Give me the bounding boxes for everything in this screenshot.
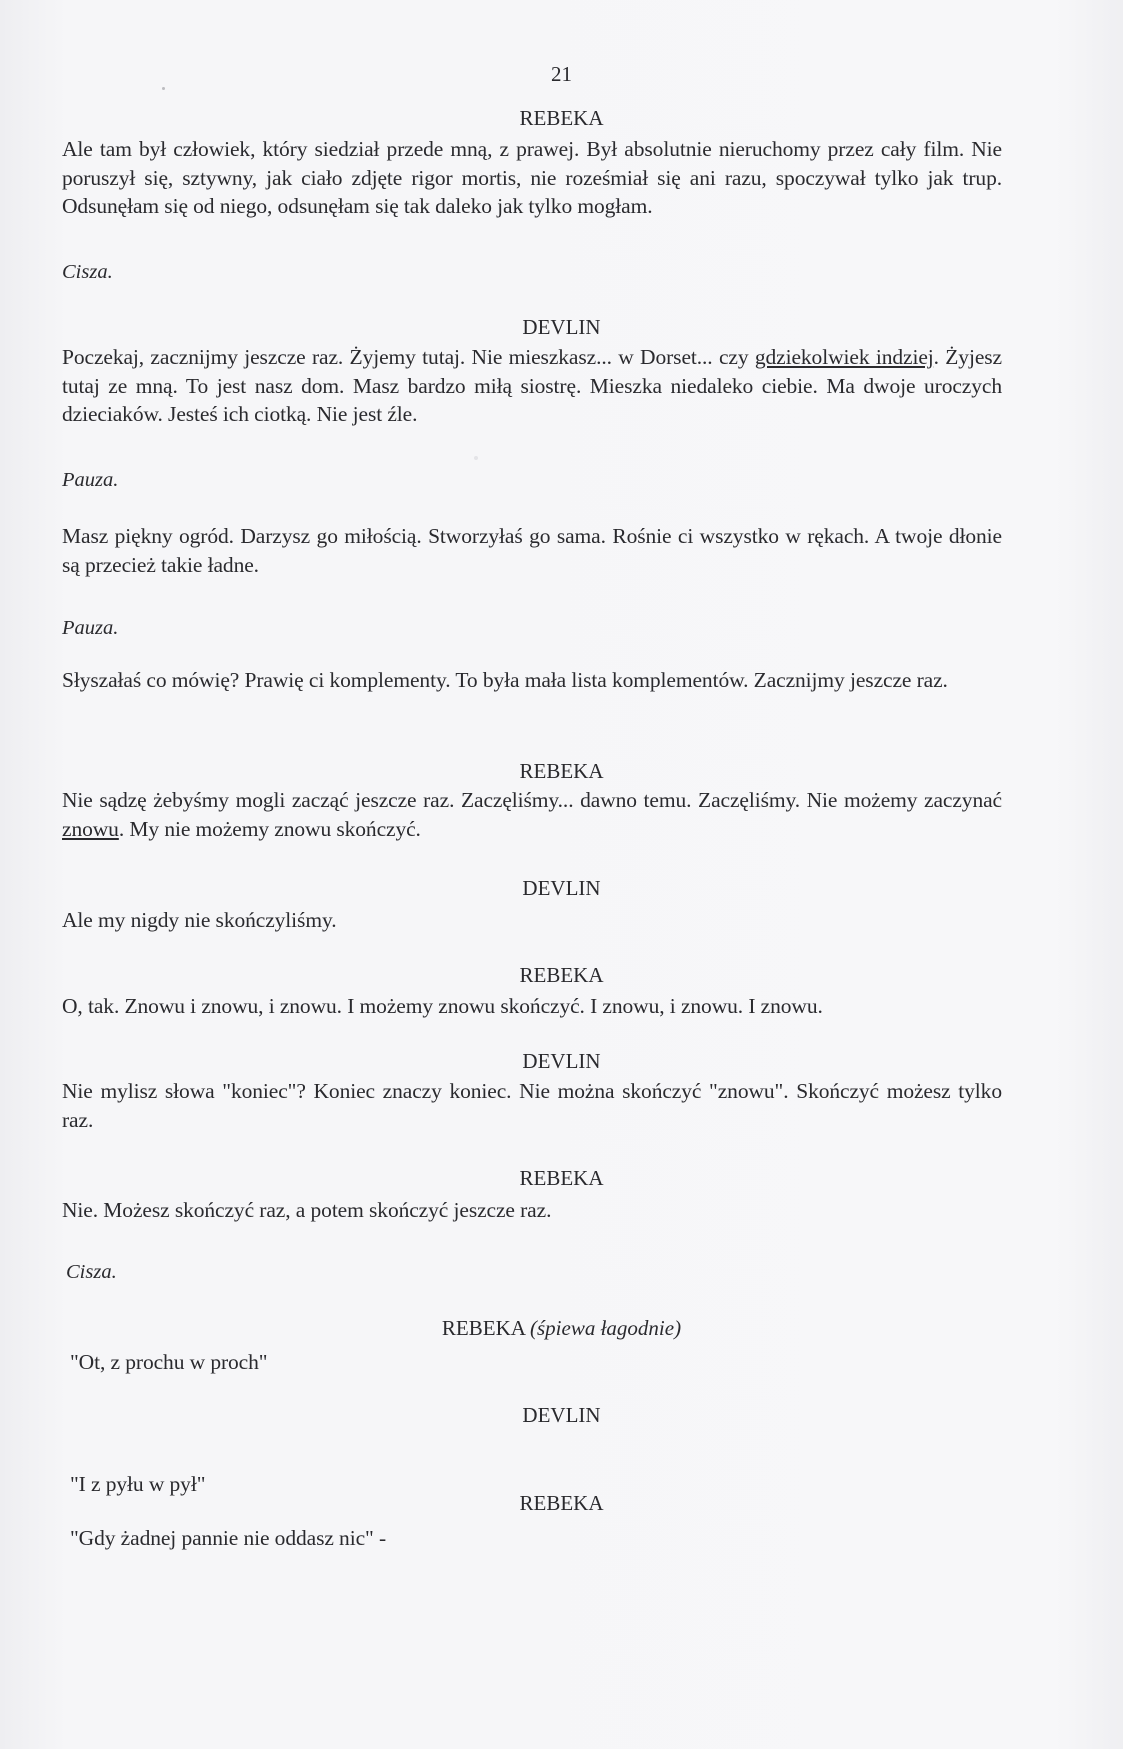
stage-direction: Pauza. [62, 469, 119, 491]
speaker-rebeka-singing [0, 1316, 1123, 1341]
dialogue-paragraph: Ale tam był człowiek, który siedział przede mną, z prawej. Był absolutnie nieruchomy przez cały film. Nie poruszył się, sztywny, jak ciało zdjęte rigor mortis, nie roześmiał się ani razu, spoczywał tylko jak trup. Odsunęłam się od niego, odsunęłam się tak daleko jak tylko mogłam. [62, 137, 1002, 218]
page-number: 21 [551, 62, 572, 86]
dialogue-paragraph: Ale my nigdy nie skończyliśmy. [62, 908, 337, 932]
dialogue-text: Poczekaj, zacznijmy jeszcze raz. Żyjemy tutaj. Nie mieszkasz... w Dorset... czy [62, 345, 755, 369]
dialogue-text: Nie sądzę żebyśmy mogli zacząć jeszcze raz. Zaczęliśmy... dawno temu. Zaczęliśmy. Nie możemy zaczynać [62, 788, 1002, 812]
speaker-devlin: DEVLIN [522, 315, 601, 339]
scan-speck [474, 456, 478, 460]
speaker-devlin: DEVLIN [522, 1049, 601, 1073]
speaker-rebeka: REBEKA [519, 1491, 604, 1515]
speaker-rebeka: REBEKA [519, 1166, 604, 1190]
stage-direction: Cisza. [66, 1261, 117, 1283]
speaker-rebeka: REBEKA [519, 106, 604, 130]
dialogue-paragraph: Masz piękny ogród. Darzysz go miłością. Stworzyłaś go sama. Rośnie ci wszystko w rękach. A twoje dłonie są przecież takie ładne. [62, 524, 1002, 577]
dialogue-paragraph [62, 786, 1002, 843]
dialogue-text: . Żyjesz tutaj ze mną. To jest nasz dom. Masz bardzo miłą siostrę. Mieszka niedaleko ciebie. Ma dwoje uroczych dzieciaków. Jesteś ich ciotką. Nie jest źle. [62, 345, 1002, 426]
scan-speck [162, 87, 165, 90]
dialogue-text: . My nie możemy znowu skończyć. [118, 816, 421, 841]
stage-direction: Cisza. [62, 261, 113, 283]
dialogue-paragraph: O, tak. Znowu i znowu, i znowu. I możemy znowu skończyć. I znowu, i znowu. I znowu. [62, 994, 823, 1018]
speaker-devlin: DEVLIN [522, 876, 601, 900]
dialogue-paragraph: Słyszałaś co mówię? Prawię ci komplementy. To była mała lista komplementów. Zacznijmy jeszcze raz. [62, 668, 948, 692]
speaker-devlin: DEVLIN [522, 1403, 601, 1427]
song-line: "I z pyłu w pył" [70, 1472, 206, 1496]
speaker-name: REBEKA [441, 1316, 525, 1340]
speaker-rebeka: REBEKA [519, 759, 604, 783]
dialogue-paragraph: Nie. Możesz skończyć raz, a potem skończyć jeszcze raz. [62, 1198, 552, 1222]
song-line: "Ot, z prochu w proch" [70, 1350, 268, 1374]
stage-direction: Pauza. [62, 617, 119, 639]
dialogue-paragraph [62, 343, 1002, 429]
song-line: "Gdy żadnej pannie nie oddasz nic" - [70, 1526, 387, 1550]
speaker-rebeka: REBEKA [519, 963, 604, 987]
underlined-text: gdziekolwiek indziej [754, 345, 934, 369]
speaker-direction: (śpiewa łagodnie) [530, 1316, 682, 1340]
underlined-text: znowu [62, 816, 119, 841]
dialogue-paragraph: Nie mylisz słowa "koniec"? Koniec znaczy koniec. Nie można skończyć "znowu". Skończyć możesz tylko raz. [62, 1079, 1002, 1132]
